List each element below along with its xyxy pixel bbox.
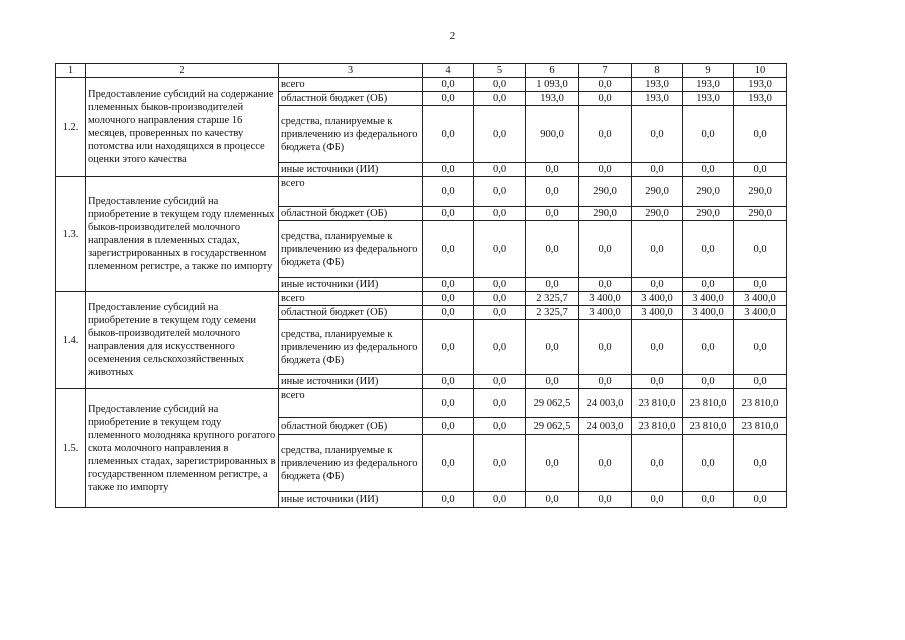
value-cell: 193,0 <box>683 78 734 92</box>
value-cell: 0,0 <box>526 320 579 375</box>
value-cell: 29 062,5 <box>526 418 579 435</box>
value-cell: 0,0 <box>474 163 526 177</box>
section-index: 1.2. <box>56 78 86 177</box>
page-number: 2 <box>449 30 456 42</box>
value-cell: 193,0 <box>632 78 683 92</box>
value-cell: 0,0 <box>474 292 526 306</box>
value-cell: 290,0 <box>579 207 632 221</box>
source-label: иные источники (ИИ) <box>279 375 423 389</box>
value-cell: 0,0 <box>579 106 632 163</box>
table-row <box>56 78 787 92</box>
value-cell: 0,0 <box>474 221 526 278</box>
value-cell: 3 400,0 <box>632 306 683 320</box>
value-cell: 0,0 <box>734 278 787 292</box>
value-cell: 0,0 <box>526 278 579 292</box>
value-cell: 0,0 <box>474 389 526 418</box>
header-cell: 3 <box>279 64 423 78</box>
value-cell: 0,0 <box>474 375 526 389</box>
value-cell: 0,0 <box>632 435 683 492</box>
value-cell: 24 003,0 <box>579 418 632 435</box>
value-cell: 0,0 <box>474 306 526 320</box>
value-cell: 0,0 <box>683 320 734 375</box>
value-cell: 0,0 <box>526 163 579 177</box>
value-cell: 0,0 <box>579 435 632 492</box>
header-cell: 6 <box>526 64 579 78</box>
source-label: всего <box>279 389 423 418</box>
value-cell: 0,0 <box>423 435 474 492</box>
value-cell: 0,0 <box>683 163 734 177</box>
value-cell: 0,0 <box>423 177 474 207</box>
value-cell: 0,0 <box>734 492 787 508</box>
value-cell: 0,0 <box>579 221 632 278</box>
value-cell: 0,0 <box>474 278 526 292</box>
value-cell: 0,0 <box>734 106 787 163</box>
value-cell: 0,0 <box>683 492 734 508</box>
value-cell: 290,0 <box>632 207 683 221</box>
value-cell: 0,0 <box>474 492 526 508</box>
source-label: областной бюджет (ОБ) <box>279 207 423 221</box>
value-cell: 290,0 <box>683 207 734 221</box>
value-cell: 0,0 <box>632 163 683 177</box>
value-cell: 0,0 <box>474 92 526 106</box>
value-cell: 0,0 <box>632 492 683 508</box>
value-cell: 0,0 <box>526 435 579 492</box>
value-cell: 0,0 <box>632 375 683 389</box>
value-cell: 0,0 <box>423 375 474 389</box>
section-description: Предоставление субсидий на содержание племенных быков-производителей молочного направления старше 16 месяцев, проверенных по качеству потомства или находящихся в процессе оценки этого качества <box>86 78 279 177</box>
header-row <box>56 64 787 78</box>
header-cell: 10 <box>734 64 787 78</box>
source-label: средства, планируемые к привлечению из федерального бюджета (ФБ) <box>279 320 423 375</box>
value-cell: 0,0 <box>632 106 683 163</box>
value-cell: 0,0 <box>579 492 632 508</box>
source-label: всего <box>279 292 423 306</box>
value-cell: 0,0 <box>423 320 474 375</box>
header-cell: 1 <box>56 64 86 78</box>
value-cell: 0,0 <box>579 278 632 292</box>
value-cell: 290,0 <box>734 177 787 207</box>
value-cell: 23 810,0 <box>632 418 683 435</box>
header-cell: 9 <box>683 64 734 78</box>
value-cell: 3 400,0 <box>734 292 787 306</box>
value-cell: 0,0 <box>526 207 579 221</box>
table-row <box>56 389 787 418</box>
table-row <box>56 177 787 207</box>
value-cell: 0,0 <box>683 278 734 292</box>
value-cell: 0,0 <box>474 177 526 207</box>
value-cell: 0,0 <box>579 375 632 389</box>
value-cell: 0,0 <box>423 221 474 278</box>
value-cell: 3 400,0 <box>632 292 683 306</box>
value-cell: 193,0 <box>526 92 579 106</box>
header-cell: 8 <box>632 64 683 78</box>
value-cell: 0,0 <box>632 278 683 292</box>
value-cell: 23 810,0 <box>734 418 787 435</box>
source-label: средства, планируемые к привлечению из федерального бюджета (ФБ) <box>279 435 423 492</box>
value-cell: 29 062,5 <box>526 389 579 418</box>
value-cell: 3 400,0 <box>579 292 632 306</box>
value-cell: 23 810,0 <box>632 389 683 418</box>
value-cell: 2 325,7 <box>526 306 579 320</box>
value-cell: 1 093,0 <box>526 78 579 92</box>
value-cell: 290,0 <box>579 177 632 207</box>
value-cell: 0,0 <box>423 418 474 435</box>
value-cell: 0,0 <box>734 375 787 389</box>
value-cell: 290,0 <box>683 177 734 207</box>
value-cell: 0,0 <box>734 435 787 492</box>
source-label: иные источники (ИИ) <box>279 278 423 292</box>
value-cell: 3 400,0 <box>683 306 734 320</box>
value-cell: 3 400,0 <box>579 306 632 320</box>
section-description: Предоставление субсидий на приобретение в текущем году племенного молодняка крупного рогатого скота молочного направления в племенных стадах, зарегистрированных в государственном племенном регистре, а также по импорту <box>86 389 279 508</box>
value-cell: 290,0 <box>734 207 787 221</box>
value-cell: 23 810,0 <box>734 389 787 418</box>
value-cell: 0,0 <box>579 92 632 106</box>
value-cell: 0,0 <box>423 492 474 508</box>
section-description: Предоставление субсидий на приобретение в текущем году племенных быков-производителей молочного направления в племенных стадах, зарегистрированных в государственном племенном регистре, а также по импорту <box>86 177 279 292</box>
value-cell: 0,0 <box>683 435 734 492</box>
value-cell: 0,0 <box>683 106 734 163</box>
source-label: областной бюджет (ОБ) <box>279 306 423 320</box>
value-cell: 0,0 <box>734 163 787 177</box>
value-cell: 0,0 <box>632 320 683 375</box>
source-label: областной бюджет (ОБ) <box>279 92 423 106</box>
value-cell: 0,0 <box>474 106 526 163</box>
value-cell: 193,0 <box>632 92 683 106</box>
value-cell: 0,0 <box>683 221 734 278</box>
value-cell: 0,0 <box>474 435 526 492</box>
value-cell: 0,0 <box>423 163 474 177</box>
value-cell: 0,0 <box>734 320 787 375</box>
value-cell: 0,0 <box>423 92 474 106</box>
value-cell: 0,0 <box>474 418 526 435</box>
value-cell: 0,0 <box>474 78 526 92</box>
value-cell: 900,0 <box>526 106 579 163</box>
value-cell: 0,0 <box>423 78 474 92</box>
table-row <box>56 292 787 306</box>
value-cell: 3 400,0 <box>734 306 787 320</box>
value-cell: 3 400,0 <box>683 292 734 306</box>
header-cell: 5 <box>474 64 526 78</box>
value-cell: 24 003,0 <box>579 389 632 418</box>
header-cell: 2 <box>86 64 279 78</box>
section-description: Предоставление субсидий на приобретение в текущем году семени быков-производителей молочного направления для искусственного осеменения сельскохозяйственных животных <box>86 292 279 389</box>
value-cell: 0,0 <box>734 221 787 278</box>
value-cell: 193,0 <box>683 92 734 106</box>
value-cell: 0,0 <box>526 221 579 278</box>
section-index: 1.5. <box>56 389 86 508</box>
source-label: средства, планируемые к привлечению из федерального бюджета (ФБ) <box>279 221 423 278</box>
source-label: иные источники (ИИ) <box>279 492 423 508</box>
source-label: всего <box>279 78 423 92</box>
value-cell: 290,0 <box>632 177 683 207</box>
value-cell: 0,0 <box>579 78 632 92</box>
value-cell: 0,0 <box>579 163 632 177</box>
value-cell: 0,0 <box>526 492 579 508</box>
value-cell: 0,0 <box>423 278 474 292</box>
section-index: 1.3. <box>56 177 86 292</box>
value-cell: 23 810,0 <box>683 389 734 418</box>
value-cell: 0,0 <box>683 375 734 389</box>
value-cell: 0,0 <box>632 221 683 278</box>
value-cell: 0,0 <box>423 106 474 163</box>
value-cell: 23 810,0 <box>683 418 734 435</box>
source-label: областной бюджет (ОБ) <box>279 418 423 435</box>
source-label: всего <box>279 177 423 207</box>
value-cell: 0,0 <box>423 292 474 306</box>
source-label: иные источники (ИИ) <box>279 163 423 177</box>
value-cell: 0,0 <box>474 320 526 375</box>
value-cell: 193,0 <box>734 92 787 106</box>
value-cell: 193,0 <box>734 78 787 92</box>
value-cell: 2 325,7 <box>526 292 579 306</box>
value-cell: 0,0 <box>423 389 474 418</box>
header-cell: 7 <box>579 64 632 78</box>
value-cell: 0,0 <box>423 306 474 320</box>
value-cell: 0,0 <box>526 177 579 207</box>
value-cell: 0,0 <box>579 320 632 375</box>
subsidy-table <box>55 63 787 508</box>
value-cell: 0,0 <box>423 207 474 221</box>
value-cell: 0,0 <box>474 207 526 221</box>
source-label: средства, планируемые к привлечению из федерального бюджета (ФБ) <box>279 106 423 163</box>
section-index: 1.4. <box>56 292 86 389</box>
header-cell: 4 <box>423 64 474 78</box>
value-cell: 0,0 <box>526 375 579 389</box>
